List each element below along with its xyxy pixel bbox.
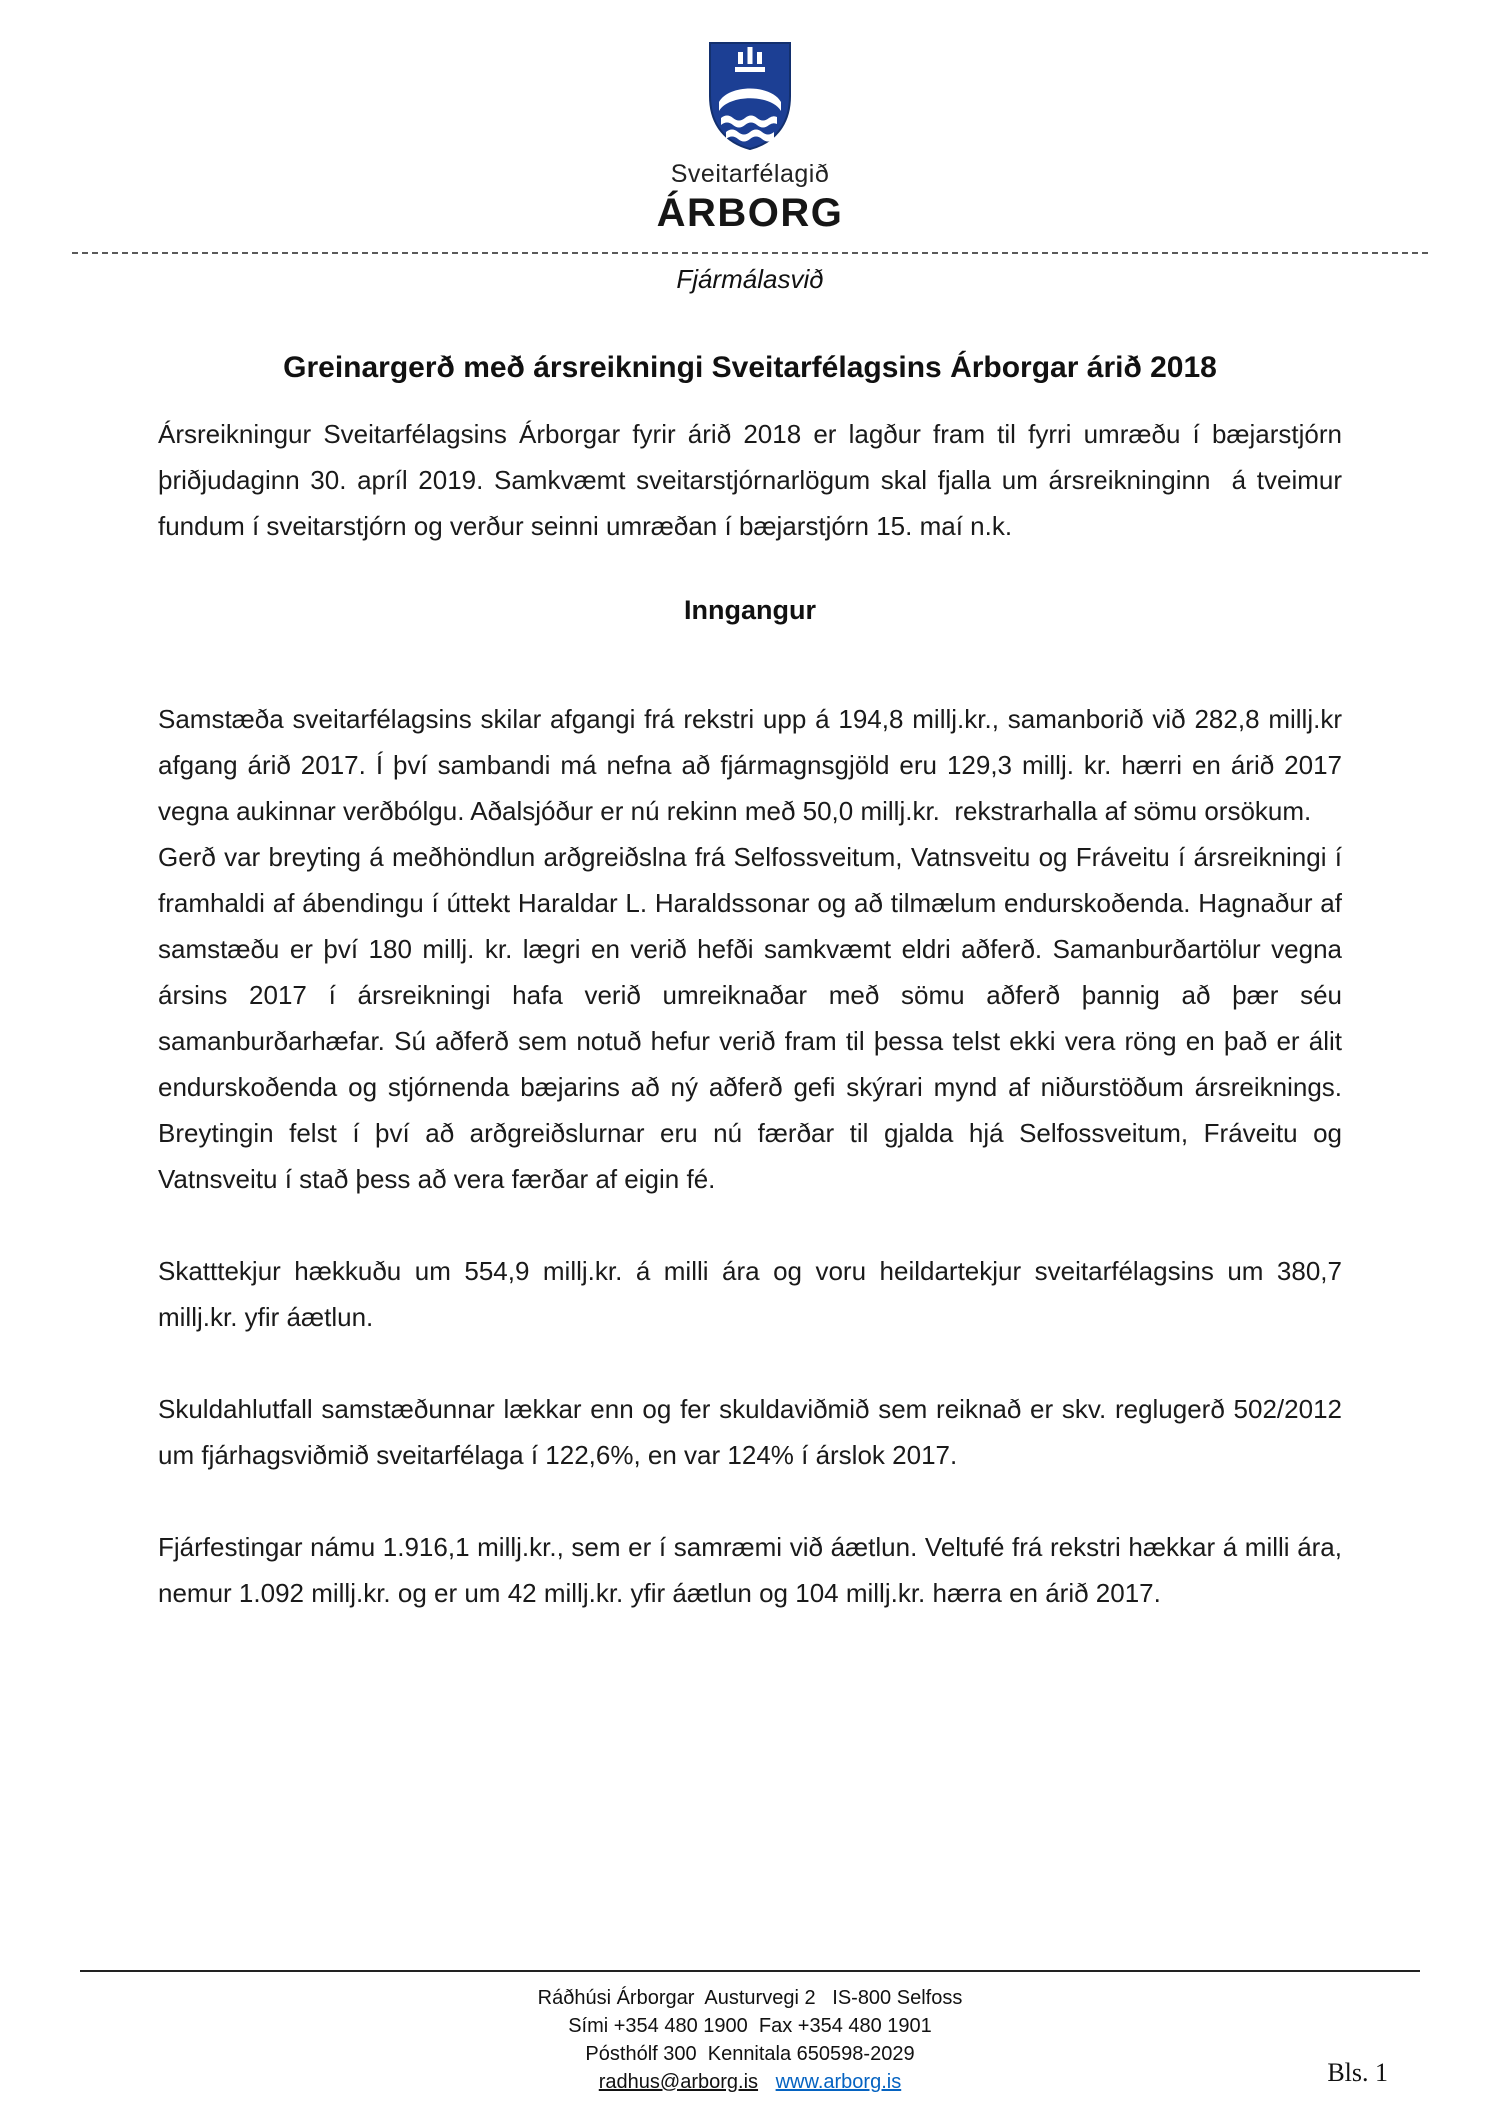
footer-phone-line: Sími +354 480 1900 Fax +354 480 1901: [568, 2015, 932, 2037]
document-header: [0, 40, 1500, 295]
division-label: Fjármálasvið: [676, 264, 824, 294]
document-footer: [0, 1970, 1500, 2096]
footer-address-line: Ráðhúsi Árborgar Austurvegi 2 IS-800 Selfoss: [537, 1987, 963, 2009]
paragraph-intro: Ársreikningur Sveitarfélagsins Árborgar fyrir árið 2018 er lagður fram til fyrri umræðu í bæjarstjórn þriðjudaginn 30. apríl 2019. Samkvæmt sveitarstjórnarlögum skal fjalla um ársreikninginn á tveimur fundum í sveitarstjórn og verður seinni umræðan í bæjarstjórn 15. maí n.k.: [158, 419, 1342, 541]
footer-links: [0, 2068, 1500, 2096]
footer-postbox-line: Pósthólf 300 Kennitala 650598-2029: [585, 2043, 915, 2065]
paragraph-5: Fjárfestingar námu 1.916,1 millj.kr., sem er í samræmi við áætlun. Veltufé frá rekstri hækkar á milli ára, nemur 1.092 millj.kr. og er um 42 millj.kr. yfir áætlun og 104 millj.kr. hærra en árið 2017.: [158, 1532, 1342, 1608]
page-number: Bls. 1: [1327, 2058, 1388, 2087]
document-body: [158, 351, 1342, 1616]
email-link[interactable]: radhus@arborg.is: [598, 2071, 759, 2093]
section-heading-inngangur: Inngangur: [684, 595, 816, 625]
footer-divider: [80, 1970, 1420, 1972]
header-divider: [72, 252, 1428, 254]
paragraph-3: Skatttekjur hækkuðu um 554,9 millj.kr. á milli ára og voru heildartekjur sveitarfélagsins um 380,7 millj.kr. yfir áætlun.: [158, 1256, 1342, 1332]
footer-address-block: [0, 1984, 1500, 2096]
website-link[interactable]: www.arborg.is: [775, 2071, 902, 2093]
paragraph-4: Skuldahlutfall samstæðunnar lækkar enn og fer skuldaviðmið sem reiknað er skv. reglugerð 502/2012 um fjárhagsviðmið sveitarfélaga í 122,6%, en var 124% í árslok 2017.: [158, 1394, 1342, 1470]
document-title: Greinargerð með ársreikningi Sveitarfélagsins Árborgar árið 2018: [283, 351, 1217, 384]
org-subtitle: Sveitarfélagið: [670, 160, 830, 188]
paragraph-2: Gerð var breyting á meðhöndlun arðgreiðslna frá Selfossveitum, Vatnsveitu og Fráveitu í ársreikningi í framhaldi af ábendingu í úttekt Haraldar L. Haraldssonar og að tilmælum endurskoðenda. Hagnaður af samstæðu er því 180 millj. kr. lægri en verið hefði samkvæmt eldri aðferð. Samanburðartölur vegna ársins 2017 í ársreikningi hafa verið umreiknaðar með sömu aðferð þannig að þær séu samanburðarhæfar. Sú aðferð sem notuð hefur verið fram til þessa telst ekki vera röng en það er álit endurskoðenda og stjórnenda bæjarins að ný aðferð gefi skýrari mynd af niðurstöðum ársreiknings. Breytingin felst í því að arðgreiðslurnar eru nú færðar til gjalda hjá Selfossveitum, Fráveitu og Vatnsveitu í stað þess að vera færðar af eigin fé.: [158, 842, 1342, 1194]
arborg-coat-of-arms-icon: [705, 40, 795, 152]
paragraph-1: Samstæða sveitarfélagsins skilar afgangi frá rekstri upp á 194,8 millj.kr., samanborið við 282,8 millj.kr afgang árið 2017. Í því sambandi má nefna að fjármagnsgjöld eru 129,3 millj. kr. hærri en árið 2017 vegna aukinnar verðbólgu. Aðalsjóður er nú rekinn með 50,0 millj.kr. rekstrarhalla af sömu orsökum.: [158, 704, 1342, 826]
org-name: ÁRBORG: [656, 191, 844, 235]
